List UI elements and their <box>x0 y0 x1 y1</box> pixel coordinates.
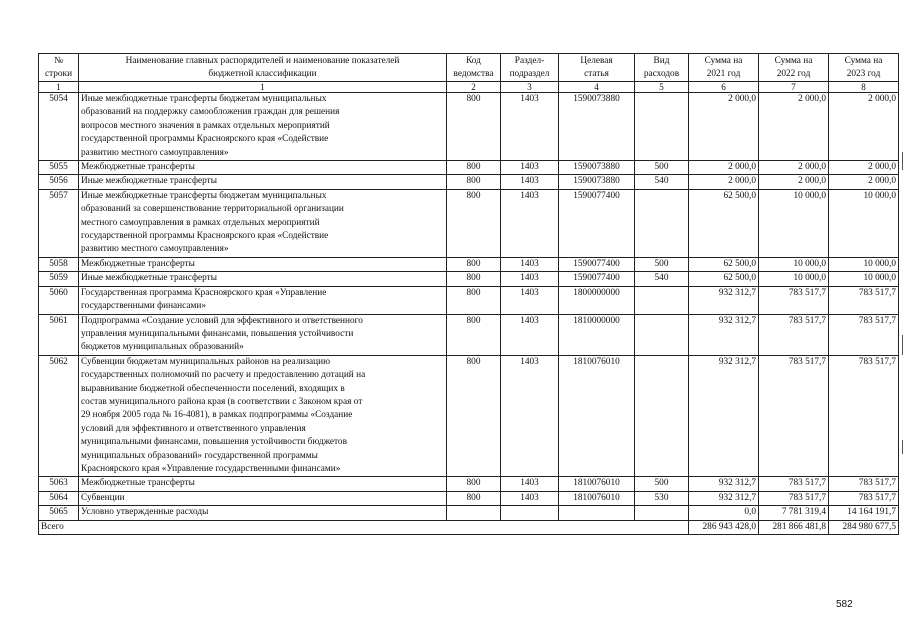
row-department-code: 800 <box>447 286 501 314</box>
row-expense-type <box>635 506 689 520</box>
row-department-code: 800 <box>447 491 501 505</box>
row-expense-type: 540 <box>635 272 689 286</box>
row-department-code <box>447 506 501 520</box>
total-sum-2021: 286 943 428,0 <box>689 520 759 534</box>
row-target-article: 1590073880 <box>559 161 635 175</box>
row-sum-2023: 10 000,0 <box>829 189 899 257</box>
row-sum-2023: 783 517,7 <box>829 314 899 355</box>
row-expense-type <box>635 93 689 161</box>
row-name: Государственная программа Красноярского края «Управление государственными финансами» <box>79 286 447 314</box>
row-expense-type <box>635 355 689 477</box>
row-sum-2022: 783 517,7 <box>759 286 829 314</box>
scan-edge-mark <box>902 335 903 355</box>
header-sum-2022: Сумма на 2022 год <box>759 54 829 82</box>
row-sum-2023: 783 517,7 <box>829 286 899 314</box>
column-number: 4 <box>559 82 635 93</box>
header-department-code: Код ведомства <box>447 54 501 82</box>
row-sum-2023: 10 000,0 <box>829 272 899 286</box>
row-name: Подпрограмма «Создание условий для эффективного и ответственного управления муниципальными финансами, повышения устойчивости бюджетов муниципальных образований» <box>79 314 447 355</box>
row-name: Субвенции <box>79 491 447 505</box>
row-sum-2021: 62 500,0 <box>689 257 759 271</box>
total-sum-2023: 284 980 677,5 <box>829 520 899 534</box>
table-row <box>39 175 899 189</box>
column-number: 2 <box>447 82 501 93</box>
row-sum-2022: 10 000,0 <box>759 257 829 271</box>
row-sum-2021: 2 000,0 <box>689 93 759 161</box>
row-sum-2022: 2 000,0 <box>759 93 829 161</box>
row-expense-type <box>635 286 689 314</box>
row-section: 1403 <box>501 286 559 314</box>
header-expense-type: Вид расходов <box>635 54 689 82</box>
table-row <box>39 189 899 257</box>
row-department-code: 800 <box>447 355 501 477</box>
row-target-article: 1800000000 <box>559 286 635 314</box>
row-department-code: 800 <box>447 272 501 286</box>
table-row <box>39 286 899 314</box>
table-row <box>39 272 899 286</box>
row-target-article: 1590073880 <box>559 93 635 161</box>
row-name: Субвенции бюджетам муниципальных районов на реализацию государственных полномочий по расчету и предоставлению дотаций на выравнивание бюджетной обеспеченности поселений, входящих в состав муниципального района края (в соответствии с Законом края от 29 ноября 2005 года № 16-4081), в рамках подпрограммы «Создание условий для эффективного и ответственного управления муниципальными финансами, повышения устойчивости бюджетов муниципальных образований» государственной программы Красноярского края «Управление государственными финансами» <box>79 355 447 477</box>
row-department-code: 800 <box>447 175 501 189</box>
column-number: 5 <box>635 82 689 93</box>
header-sum-2023: Сумма на 2023 год <box>829 54 899 82</box>
row-sum-2023: 2 000,0 <box>829 175 899 189</box>
row-sum-2021: 0,0 <box>689 506 759 520</box>
row-name: Иные межбюджетные трансферты бюджетам муниципальных образований на поддержку самообложения граждан для решения вопросов местного значения в рамках отдельных мероприятий государственной программы Красноярского края «Содействие развитию местного самоуправления» <box>79 93 447 161</box>
row-name: Иные межбюджетные трансферты <box>79 175 447 189</box>
row-section: 1403 <box>501 355 559 477</box>
row-section: 1403 <box>501 477 559 491</box>
row-sum-2023: 2 000,0 <box>829 161 899 175</box>
row-number: 5061 <box>39 314 79 355</box>
table-row <box>39 355 899 477</box>
row-sum-2021: 932 312,7 <box>689 314 759 355</box>
row-department-code: 800 <box>447 314 501 355</box>
header-target-article: Целевая статья <box>559 54 635 82</box>
row-sum-2021: 932 312,7 <box>689 286 759 314</box>
row-section: 1403 <box>501 272 559 286</box>
row-sum-2023: 783 517,7 <box>829 491 899 505</box>
row-target-article: 1810076010 <box>559 477 635 491</box>
header-section: Раздел- подраздел <box>501 54 559 82</box>
header-sum-2021: Сумма на 2021 год <box>689 54 759 82</box>
column-number-row <box>39 82 899 93</box>
row-sum-2023: 783 517,7 <box>829 477 899 491</box>
row-number: 5058 <box>39 257 79 271</box>
table-row <box>39 477 899 491</box>
row-expense-type: 500 <box>635 161 689 175</box>
row-section: 1403 <box>501 175 559 189</box>
row-expense-type <box>635 314 689 355</box>
table-row <box>39 257 899 271</box>
row-sum-2023: 2 000,0 <box>829 93 899 161</box>
table-row <box>39 161 899 175</box>
row-target-article: 1590077400 <box>559 257 635 271</box>
row-sum-2021: 932 312,7 <box>689 477 759 491</box>
row-number: 5064 <box>39 491 79 505</box>
row-target-article: 1810000000 <box>559 314 635 355</box>
row-expense-type: 530 <box>635 491 689 505</box>
row-section <box>501 506 559 520</box>
row-sum-2021: 62 500,0 <box>689 189 759 257</box>
row-number: 5057 <box>39 189 79 257</box>
row-section: 1403 <box>501 257 559 271</box>
row-sum-2021: 62 500,0 <box>689 272 759 286</box>
row-number: 5059 <box>39 272 79 286</box>
row-number: 5060 <box>39 286 79 314</box>
row-department-code: 800 <box>447 93 501 161</box>
row-sum-2022: 783 517,7 <box>759 477 829 491</box>
row-target-article: 1810076010 <box>559 491 635 505</box>
row-expense-type: 500 <box>635 257 689 271</box>
row-sum-2022: 10 000,0 <box>759 189 829 257</box>
column-number: 6 <box>689 82 759 93</box>
header-row <box>39 54 899 82</box>
column-number: 8 <box>829 82 899 93</box>
row-target-article <box>559 506 635 520</box>
row-sum-2022: 2 000,0 <box>759 161 829 175</box>
row-number: 5054 <box>39 93 79 161</box>
row-number: 5055 <box>39 161 79 175</box>
header-row-number: № строки <box>39 54 79 82</box>
row-target-article: 1810076010 <box>559 355 635 477</box>
row-sum-2023: 783 517,7 <box>829 355 899 477</box>
table-row <box>39 506 899 520</box>
row-sum-2022: 10 000,0 <box>759 272 829 286</box>
row-name: Межбюджетные трансферты <box>79 477 447 491</box>
row-expense-type: 500 <box>635 477 689 491</box>
row-expense-type: 540 <box>635 175 689 189</box>
row-section: 1403 <box>501 491 559 505</box>
row-sum-2021: 2 000,0 <box>689 161 759 175</box>
row-number: 5056 <box>39 175 79 189</box>
table-row <box>39 93 899 161</box>
row-sum-2023: 10 000,0 <box>829 257 899 271</box>
budget-table <box>38 53 899 535</box>
column-number: 3 <box>501 82 559 93</box>
row-target-article: 1590077400 <box>559 272 635 286</box>
row-sum-2023: 14 164 191,7 <box>829 506 899 520</box>
row-sum-2021: 932 312,7 <box>689 491 759 505</box>
row-department-code: 800 <box>447 477 501 491</box>
row-sum-2022: 783 517,7 <box>759 491 829 505</box>
row-department-code: 800 <box>447 161 501 175</box>
row-sum-2022: 783 517,7 <box>759 314 829 355</box>
row-target-article: 1590077400 <box>559 189 635 257</box>
scan-edge-mark <box>902 152 903 170</box>
total-row <box>39 520 899 534</box>
column-number: 1 <box>39 82 79 93</box>
row-section: 1403 <box>501 93 559 161</box>
column-number: 1 <box>79 82 447 93</box>
row-sum-2022: 2 000,0 <box>759 175 829 189</box>
column-number: 7 <box>759 82 829 93</box>
row-sum-2021: 932 312,7 <box>689 355 759 477</box>
row-department-code: 800 <box>447 257 501 271</box>
total-label: Всего <box>39 520 689 534</box>
row-target-article: 1590073880 <box>559 175 635 189</box>
row-department-code: 800 <box>447 189 501 257</box>
row-number: 5065 <box>39 506 79 520</box>
table-row <box>39 491 899 505</box>
row-name: Межбюджетные трансферты <box>79 257 447 271</box>
row-section: 1403 <box>501 161 559 175</box>
row-number: 5063 <box>39 477 79 491</box>
row-number: 5062 <box>39 355 79 477</box>
total-sum-2022: 281 866 481,8 <box>759 520 829 534</box>
row-sum-2021: 2 000,0 <box>689 175 759 189</box>
table-row <box>39 314 899 355</box>
row-name: Условно утвержденные расходы <box>79 506 447 520</box>
scan-edge-mark <box>902 440 903 454</box>
row-name: Межбюджетные трансферты <box>79 161 447 175</box>
row-sum-2022: 7 781 319,4 <box>759 506 829 520</box>
row-name: Иные межбюджетные трансферты <box>79 272 447 286</box>
row-section: 1403 <box>501 189 559 257</box>
header-name: Наименование главных распорядителей и наименование показателей бюджетной классификации <box>79 54 447 82</box>
row-sum-2022: 783 517,7 <box>759 355 829 477</box>
row-expense-type <box>635 189 689 257</box>
page-number: 582 <box>836 599 853 610</box>
row-section: 1403 <box>501 314 559 355</box>
row-name: Иные межбюджетные трансферты бюджетам муниципальных образований за совершенствование территориальной организации местного самоуправления в рамках отдельных мероприятий государственной программы Красноярского края «Содействие развитию местного самоуправления» <box>79 189 447 257</box>
